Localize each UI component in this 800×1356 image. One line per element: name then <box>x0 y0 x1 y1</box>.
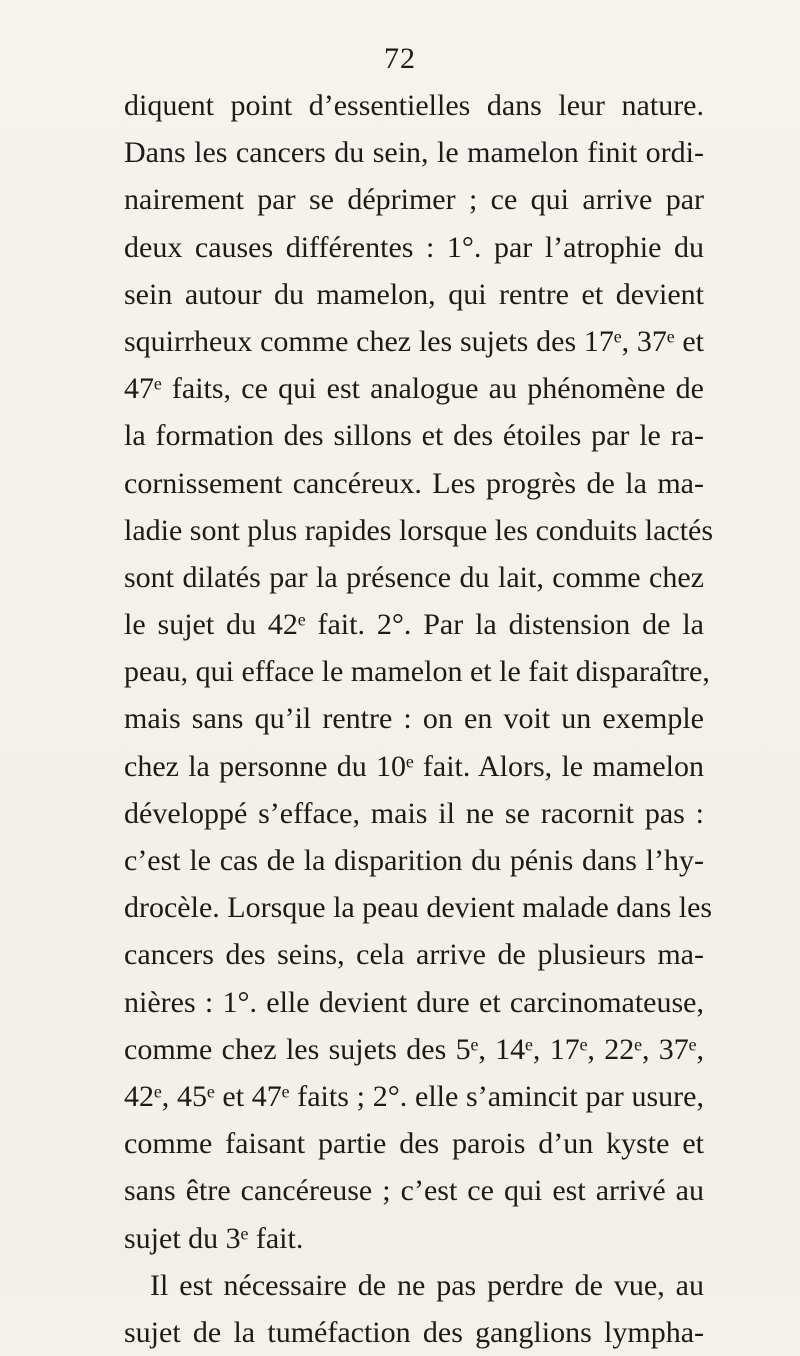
text-line: comme chez les sujets des 5ᵉ, 14ᵉ, 17ᵉ, 22ᵉ, 37ᵉ, <box>124 1032 704 1066</box>
body-text <box>124 82 714 1356</box>
page-number: 72 <box>384 42 416 75</box>
text-line: sans être cancéreuse ; c’est ce qui est arrivé au <box>124 1174 704 1208</box>
text-line: squirrheux comme chez les sujets des 17ᵉ, 37ᵉ et <box>124 324 704 358</box>
text-line: nairement par se déprimer ; ce qui arrive par <box>124 183 704 217</box>
text-line: chez la personne du 10ᵉ fait. Alors, le mamelon <box>124 749 704 783</box>
text-line: la formation des sillons et des étoiles par le ra- <box>124 419 704 453</box>
text-line: cancers des seins, cela arrive de plusieurs ma- <box>124 938 704 972</box>
text-line: ladie sont plus rapides lorsque les conduits lactés <box>124 513 714 547</box>
text-line: développé s’efface, mais il ne se racornit pas : <box>124 796 704 830</box>
text-line: deux causes différentes : 1°. par l’atrophie du <box>124 230 704 264</box>
text-line: comme faisant partie des parois d’un kyste et <box>124 1127 704 1161</box>
text-line: drocèle. Lorsque la peau devient malade dans les <box>124 891 713 925</box>
text-line: Dans les cancers du sein, le mamelon finit ordi- <box>124 136 704 170</box>
text-line: peau, qui efface le mamelon et le fait disparaître, <box>124 655 710 689</box>
text-line: c’est le cas de la disparition du pénis dans l’hy- <box>124 844 704 877</box>
text-line: cornissement cancéreux. Les progrès de la ma- <box>124 466 704 500</box>
text-line: 47ᵉ faits, ce qui est analogue au phénomène de <box>124 372 704 406</box>
text-line: Il est nécessaire de ne pas perdre de vue, au <box>150 1268 704 1302</box>
text-line: diquent point d’essentielles dans leur nature. <box>124 89 704 122</box>
text-line: sont dilatés par la présence du lait, comme chez <box>124 560 704 594</box>
text-line: sujet du 3ᵉ fait. <box>124 1221 304 1255</box>
text-line: nières : 1°. elle devient dure et carcinomateuse, <box>124 985 704 1019</box>
text-line: sein autour du mamelon, qui rentre et devient <box>124 277 704 311</box>
text-line: mais sans qu’il rentre : on en voit un exemple <box>124 702 704 736</box>
text-line: sujet de la tuméfaction des ganglions lympha- <box>124 1315 704 1349</box>
text-line: 42ᵉ, 45ᵉ et 47ᵉ faits ; 2°. elle s’amincit par usure, <box>124 1079 704 1113</box>
text-line: le sujet du 42ᵉ fait. 2°. Par la distension de la <box>124 608 704 642</box>
